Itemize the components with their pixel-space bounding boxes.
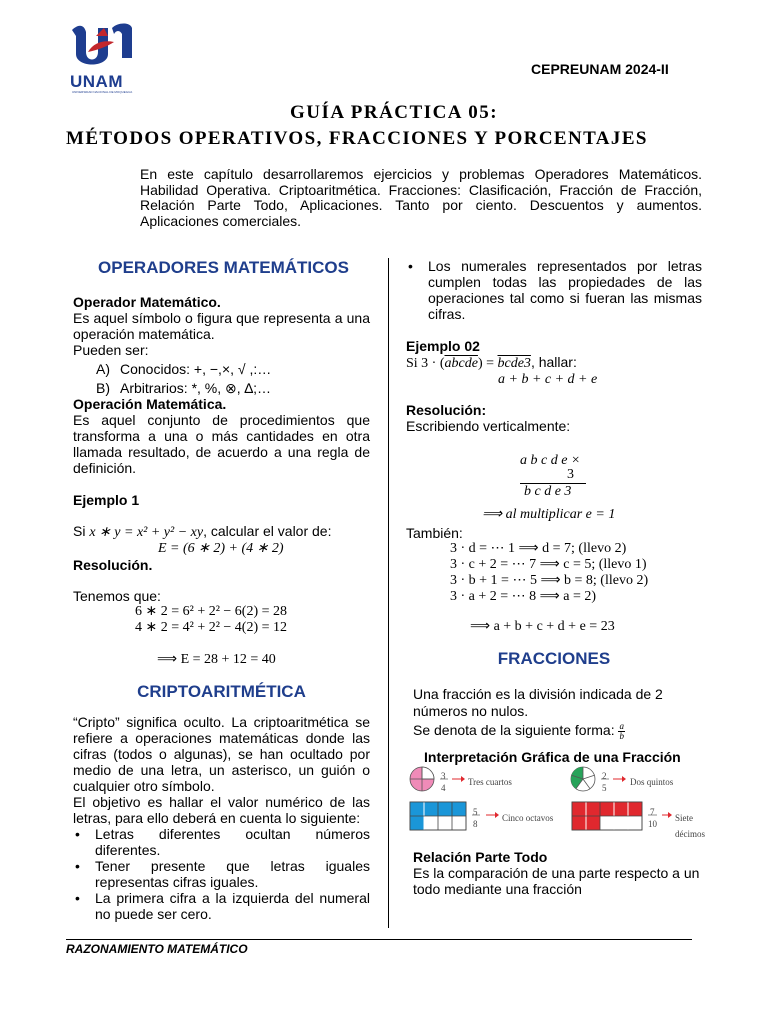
ejemplo1-statement	[73, 523, 370, 541]
interpretacion-title: Interpretación Gráfica de una Fracción	[424, 749, 681, 765]
ejemplo2-title: Ejemplo 02	[406, 338, 480, 354]
footer-label: RAZONAMIENTO MATEMÁTICO	[66, 942, 248, 956]
final-result: ⟹ a + b + c + d + e = 23	[470, 619, 615, 634]
step: 3 · b + 1 = ⋯ 5 ⟹ b = 8; (llevo 2)	[450, 573, 649, 588]
resolucion2-title: Resolución:	[406, 402, 487, 418]
cripto-text: “Cripto” significa oculto. La criptoaritmética se refiere a operaciones matemáticas donde las cifras (todos o algunas), se han ocultado por medio de una letra, un asterisco, un guión o cualquier otro símbolo.	[73, 714, 370, 794]
pie-two-fifths-icon	[571, 767, 595, 791]
f2-den: 5	[602, 783, 607, 793]
equation-1: 6 ∗ 2 = 6² + 2² − 6(2) = 28	[135, 604, 288, 619]
ej2-hallar: , hallar:	[530, 354, 577, 370]
heading-criptoaritmetica: CRIPTOARITMÉTICA	[137, 682, 306, 701]
list-item: • Los numerales representados por letras cumplen todas las propiedades de las operaciones tal como si fueran las mismas cifras.	[406, 258, 702, 322]
f3-den: 8	[473, 819, 478, 829]
guide-title: GUÍA PRÁCTICA 05:	[289, 102, 499, 123]
step: 3 · c + 2 = ⋯ 7 ⟹ c = 5; (llevo 1)	[450, 557, 647, 572]
f4-num: 7	[650, 807, 655, 817]
logo-subtext: UNIVERSIDAD NACIONAL DE MOQUEGUA	[72, 90, 133, 94]
course-label: CEPREUNAM 2024-II	[531, 61, 669, 77]
mult-by: 3	[567, 467, 574, 482]
item-b-text: Arbitrarios: *, %, ⊗, ∆;…	[120, 380, 271, 396]
resolucion2-text: Escribiendo verticalmente:	[406, 418, 571, 434]
f3-num: 5	[473, 807, 478, 817]
guide-subtitle: MÉTODOS OPERATIVOS, FRACCIONES Y PORCENTAJES	[66, 128, 648, 149]
ej2-si: Si 3 · (	[406, 356, 445, 371]
item-b	[96, 380, 370, 396]
list-item: • La primera cifra a la izquierda del numeral no puede ser cero.	[73, 890, 370, 922]
item-a-label: A)	[96, 361, 110, 377]
frac-b: b	[619, 731, 624, 741]
vertical-multiplication	[406, 443, 702, 505]
f1-den: 4	[441, 783, 446, 793]
f4-label: Siete décimos	[675, 813, 705, 839]
operacion-text: Es aquel conjunto de procedimientos que transforma a una o más cantidades en otra llamada resultado, de acuerdo a una regla de definición.	[73, 412, 370, 476]
f1-label: Tres cuartos	[468, 777, 512, 787]
item-a	[96, 361, 370, 377]
footer-rule	[66, 939, 692, 940]
rect-five-eighths-icon	[410, 802, 466, 830]
fraction-a-over-b	[618, 722, 625, 741]
ej1-expression: E = (6 ∗ 2) + (4 ∗ 2)	[158, 541, 284, 556]
denota-text: Se denota de la siguiente forma:	[413, 722, 615, 739]
step: 3 · d = ⋯ 1 ⟹ d = 7; (llevo 2)	[450, 541, 627, 556]
heading-fracciones: FRACCIONES	[497, 649, 611, 668]
column-divider	[388, 258, 389, 928]
unam-emblem-icon	[68, 22, 148, 70]
fraccion-denota	[406, 722, 702, 741]
logo-text: UNAM	[70, 72, 123, 91]
f1-num: 3	[441, 771, 446, 781]
mult-top: a b c d e ×	[520, 453, 581, 468]
university-logo	[68, 22, 148, 92]
operacion-title: Operación Matemática.	[73, 396, 227, 412]
equation-2: 4 ∗ 2 = 4² + 2² − 4(2) = 12	[135, 620, 288, 635]
f2-num: 2	[602, 771, 607, 781]
ej1-calc: , calcular el valor de:	[203, 523, 332, 539]
ej2-sum: a + b + c + d + e	[498, 372, 598, 387]
rect-seven-tenths-icon	[572, 802, 642, 830]
fraccion-text: Una fracción es la división indicada de 2 números no nulos.	[413, 686, 663, 719]
ej2-equals: ) =	[477, 356, 498, 371]
frac-a: a	[619, 721, 624, 731]
item-b-label: B)	[96, 380, 110, 396]
ej1-si: Si	[73, 523, 86, 539]
f4-den: 10	[648, 819, 657, 829]
f2-label: Dos quintos	[630, 777, 674, 787]
heading-operadores: OPERADORES MATEMÁTICOS	[98, 258, 349, 277]
resolucion1-title: Resolución.	[73, 557, 153, 573]
list-item: • Letras diferentes ocultan números diferentes.	[73, 826, 370, 858]
right-column	[406, 258, 702, 765]
ejemplo2-statement	[406, 354, 702, 372]
ej2-abcde: abcde	[444, 356, 478, 371]
pie-three-quarters-icon	[410, 767, 434, 791]
mult-note: ⟹ al multiplicar e = 1	[482, 507, 616, 522]
intro-paragraph: En este capítulo desarrollaremos ejercicios y problemas Operadores Matemáticos. Habilidad Operativa. Criptoaritmética. Fracciones: Clasificación, Fracción de Fracción, Relación Parte Todo, Aplicaciones. Tanto por ciento. Descuentos y aumentos. Aplicaciones comerciales.	[140, 166, 702, 229]
tenemos-que: Tenemos que:	[73, 588, 161, 604]
item-a-text: Conocidos: +, −,×, √ ,:…	[120, 361, 272, 377]
relacion-parte-todo	[413, 849, 703, 897]
equation-result: ⟹ E = 28 + 12 = 40	[157, 652, 276, 667]
ejemplo1-title: Ejemplo 1	[73, 492, 140, 508]
rpt-title: Relación Parte Todo	[413, 849, 548, 865]
operador-title: Operador Matemático.	[73, 294, 221, 310]
list-item: • Tener presente que letras iguales representas cifras iguales.	[73, 858, 370, 890]
operador-text: Es aquel símbolo o figura que representa a una operación matemática.	[73, 310, 370, 342]
cripto-text2: El objetivo es hallar el valor numérico de las letras, para ello deberá en cuenta lo siguiente:	[73, 794, 370, 826]
fraction-figure	[408, 764, 724, 839]
ej1-definition: x ∗ y = x² + y² − xy	[89, 525, 204, 540]
ej2-bcde3: bcde3	[497, 356, 531, 371]
pueden-ser: Pueden ser:	[73, 342, 149, 358]
f3-label: Cinco octavos	[502, 813, 554, 823]
left-column	[73, 258, 370, 922]
rpt-text: Es la comparación de una parte respecto a un todo mediante una fracción	[413, 865, 700, 897]
step: 3 · a + 2 = ⋯ 8 ⟹ a = 2)	[450, 589, 597, 604]
tambien: También:	[406, 525, 463, 541]
mult-result: b c d e 3	[524, 484, 572, 499]
